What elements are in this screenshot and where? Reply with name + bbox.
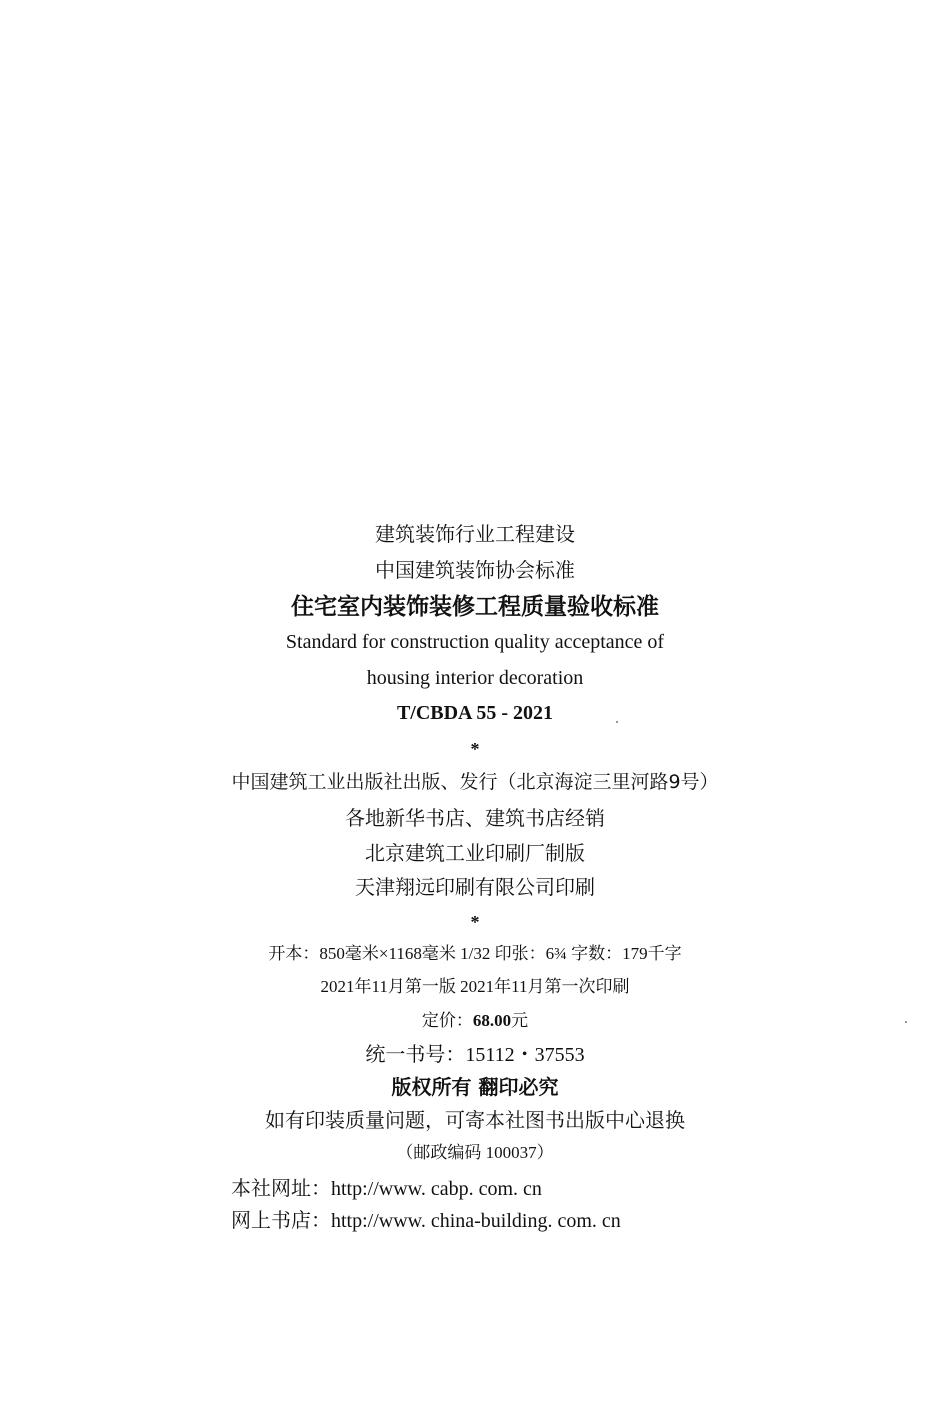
unified-book-number: 统一书号：15112・37553: [365, 1044, 585, 1066]
bookstore-label: 网上书店：: [231, 1210, 331, 1232]
separator-star-1: *: [470, 739, 480, 759]
website-label: 本社网址：: [231, 1178, 331, 1200]
price-value: 68.00: [472, 1011, 512, 1030]
postal-code: （邮政编码 100037）: [396, 1143, 554, 1162]
bookstore-url[interactable]: http://www. china-building. com. cn: [331, 1210, 621, 1232]
english-title-line-2: housing interior decoration: [366, 667, 584, 689]
rights-reserved: 版权所有 翻印必究: [391, 1075, 559, 1099]
return-notice: 如有印装质量问题，可寄本社图书出版中心退换: [265, 1108, 685, 1132]
header-line-2: 中国建筑装饰协会标准: [375, 558, 575, 582]
price-unit: 元: [511, 1011, 529, 1030]
online-bookstore: [231, 1211, 881, 1231]
website-url[interactable]: http://www. cabp. com. cn: [331, 1178, 542, 1200]
scan-speck: [616, 721, 618, 723]
price-label: 定价：: [421, 1011, 473, 1030]
scan-speck: [905, 1021, 907, 1023]
standard-code: T/CBDA 55 - 2021: [396, 702, 554, 724]
price-line: [0, 1012, 950, 1029]
distributor-line: 各地新华书店、建筑书店经销: [345, 806, 605, 830]
edition-line: 2021年11月第一版 2021年11月第一次印刷: [320, 977, 630, 996]
plate-maker-line: 北京建筑工业印刷厂制版: [365, 841, 585, 865]
english-title-line-1: Standard for construction quality acceptance of: [285, 631, 665, 653]
book-title: 住宅室内装饰装修工程质量验收标准: [291, 594, 659, 620]
header-line-1: 建筑装饰行业工程建设: [375, 522, 575, 546]
publisher-line: 中国建筑工业出版社出版、发行（北京海淀三里河路9号）: [231, 771, 719, 793]
printer-line: 天津翔远印刷有限公司印刷: [355, 875, 595, 899]
format-specs: 开本：850毫米×1168毫米 1/32 印张：6¾ 字数：179千字: [268, 944, 682, 963]
separator-star-2: *: [470, 912, 480, 932]
publisher-website: [231, 1179, 831, 1199]
